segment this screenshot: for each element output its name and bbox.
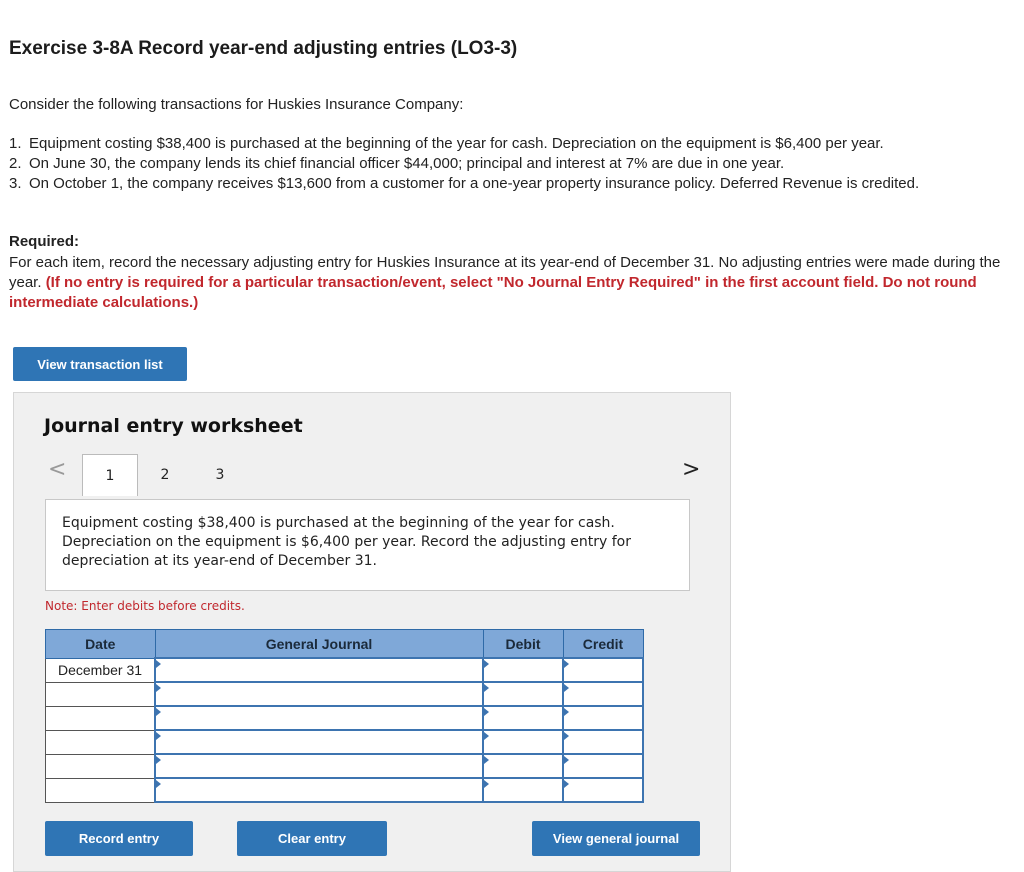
list-item xyxy=(9,174,1014,194)
transaction-description: Equipment costing $38,400 is purchased at the beginning of the year for cash. Depreciation on the equipment is $6,400 per year. Record the adjusting entry for depreciation at its year-end of December 31. xyxy=(45,499,690,591)
account-select[interactable] xyxy=(155,658,483,682)
debit-input[interactable] xyxy=(483,778,563,802)
date-cell xyxy=(46,730,156,754)
account-select[interactable] xyxy=(155,706,483,730)
page-title: Exercise 3-8A Record year-end adjusting entries (LO3-3) xyxy=(9,38,518,59)
intro-text: Consider the following transactions for Huskies Insurance Company: xyxy=(9,96,464,113)
step-tab-2[interactable]: 2 xyxy=(160,467,170,483)
list-item xyxy=(9,154,1014,174)
step-tab-3[interactable]: 3 xyxy=(215,467,225,483)
table-row xyxy=(46,754,644,778)
required-text xyxy=(9,253,1009,313)
account-select[interactable] xyxy=(155,730,483,754)
table-row xyxy=(46,658,644,682)
item-text: Equipment costing $38,400 is purchased at the beginning of the year for cash. Depreciation on the equipment is $6,400 per year. xyxy=(29,135,884,152)
clear-entry-button[interactable]: Clear entry xyxy=(237,821,387,856)
date-cell xyxy=(46,706,156,730)
credit-input[interactable] xyxy=(563,706,643,730)
credit-input[interactable] xyxy=(563,682,643,706)
date-cell: December 31 xyxy=(46,658,156,682)
debit-input[interactable] xyxy=(483,658,563,682)
journal-entry-worksheet xyxy=(13,392,731,872)
credit-input[interactable] xyxy=(563,754,643,778)
required-body: For each item, record the necessary adjusting entry for Huskies Insurance at its year-end of December 31. No adjusting entries were made during the year. xyxy=(9,254,1001,291)
list-item xyxy=(9,134,1014,154)
record-entry-button[interactable]: Record entry xyxy=(45,821,193,856)
account-select[interactable] xyxy=(155,754,483,778)
view-general-journal-button[interactable]: View general journal xyxy=(532,821,700,856)
credit-input[interactable] xyxy=(563,778,643,802)
required-instruction: (If no entry is required for a particular transaction/event, select "No Journal Entry Required" in the first account field. Do not round intermediate calculations.) xyxy=(9,274,977,311)
credit-input[interactable] xyxy=(563,730,643,754)
date-cell xyxy=(46,682,156,706)
required-label: Required: xyxy=(9,233,80,250)
item-text: On June 30, the company lends its chief financial officer $44,000; principal and interest at 7% are due in one year. xyxy=(29,155,785,172)
chevron-right-icon[interactable]: > xyxy=(682,457,701,482)
credit-input[interactable] xyxy=(563,658,643,682)
account-select[interactable] xyxy=(155,682,483,706)
debit-header: Debit xyxy=(483,630,563,659)
note-text: Note: Enter debits before credits. xyxy=(45,599,245,613)
chevron-left-icon[interactable]: < xyxy=(48,457,67,482)
transaction-list xyxy=(9,134,1014,194)
debit-input[interactable] xyxy=(483,706,563,730)
item-number: 1. xyxy=(9,135,22,152)
view-transaction-list-button[interactable]: View transaction list xyxy=(13,347,187,381)
credit-header: Credit xyxy=(563,630,643,659)
table-row xyxy=(46,730,644,754)
general-journal-header: General Journal xyxy=(155,630,483,659)
date-cell xyxy=(46,754,156,778)
date-cell xyxy=(46,778,156,802)
account-select[interactable] xyxy=(155,778,483,802)
debit-input[interactable] xyxy=(483,730,563,754)
table-row xyxy=(46,682,644,706)
item-number: 2. xyxy=(9,155,22,172)
item-number: 3. xyxy=(9,175,22,192)
item-text: On October 1, the company receives $13,600 from a customer for a one-year property insurance policy. Deferred Revenue is credited. xyxy=(29,175,920,192)
debit-input[interactable] xyxy=(483,754,563,778)
journal-table xyxy=(45,629,644,803)
worksheet-title: Journal entry worksheet xyxy=(44,415,303,437)
step-tab-1[interactable]: 1 xyxy=(82,454,138,496)
debit-input[interactable] xyxy=(483,682,563,706)
table-row xyxy=(46,706,644,730)
table-row xyxy=(46,778,644,802)
date-header: Date xyxy=(46,630,156,659)
